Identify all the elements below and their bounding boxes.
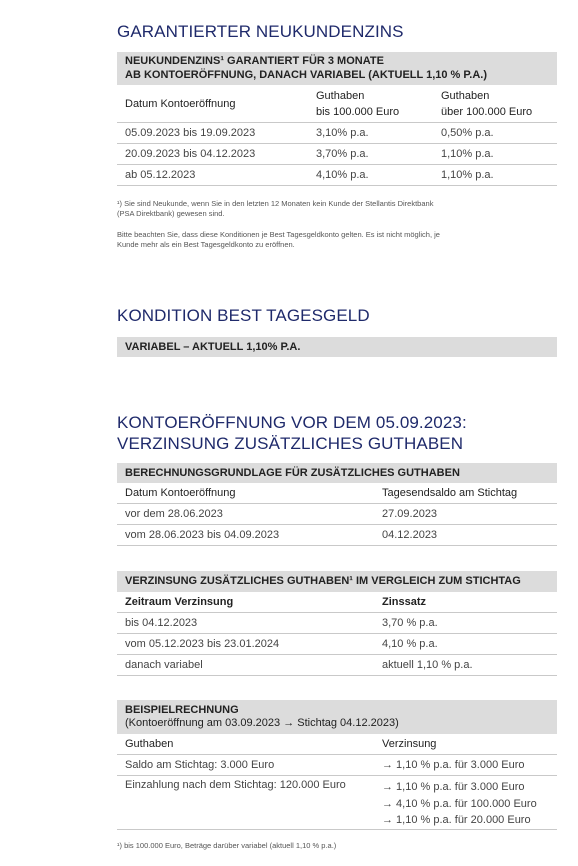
rate-cell: 3,70 % p.a. xyxy=(382,617,438,629)
footnote-verzinsung: ¹) bis 100.000 Euro, Beträge darüber variabel (aktuell 1,10 % p.a.) xyxy=(117,841,337,850)
bar-subtitle: (Kontoeröffnung am 03.09.2023 → Stichtag 04.12.2023) xyxy=(125,717,399,729)
verzinsung-cell xyxy=(374,779,557,829)
period-cell: danach variabel xyxy=(125,659,203,671)
footnote-line: (PSA Direktbank) gewesen sind. xyxy=(117,209,225,218)
date-cell: vor dem 28.06.2023 xyxy=(125,508,223,520)
header-zeitraum: Zeitraum Verzinsung xyxy=(125,596,234,608)
title-line: KONTOERÖFFNUNG VOR DEM 05.09.2023: xyxy=(117,413,467,432)
bar-title: BEISPIELRECHNUNG xyxy=(125,704,239,716)
table-row xyxy=(117,504,557,525)
header-date: Datum Kontoeröffnung xyxy=(125,487,236,499)
header-line: Guthaben xyxy=(441,89,490,102)
verzinsung-line: → 1,10 % p.a. für 20.000 Euro xyxy=(382,814,531,826)
table-row xyxy=(117,123,557,144)
rate-low-cell: 4,10% p.a. xyxy=(316,169,369,181)
rate-cell: 4,10 % p.a. xyxy=(382,638,438,650)
neukundenzins-bar xyxy=(117,52,557,85)
header-line: bis 100.000 Euro xyxy=(316,105,400,118)
berechnungsgrundlage-header-row xyxy=(117,483,557,504)
verzinsung-header-row xyxy=(117,592,557,613)
period-cell: bis 04.12.2023 xyxy=(125,617,198,629)
table-row xyxy=(117,165,557,186)
header-tagesendsaldo: Tagesendsaldo am Stichtag xyxy=(382,487,518,499)
guthaben-cell: Einzahlung nach dem Stichtag: 120.000 Euro xyxy=(125,779,346,791)
berechnungsgrundlage-bar: BERECHNUNGSGRUNDLAGE FÜR ZUSÄTZLICHES GUTHABEN xyxy=(117,463,557,483)
date-cell: vom 28.06.2023 bis 04.09.2023 xyxy=(125,529,280,541)
bar-line: AB KONTOERÖFFNUNG, DANACH VARIABEL (AKTUELL 1,10 % P.A.) xyxy=(125,68,488,81)
period-cell: vom 05.12.2023 bis 23.01.2024 xyxy=(125,638,280,650)
neukundenzins-header-row xyxy=(117,85,557,123)
title-line: VERZINSUNG ZUSÄTZLICHES GUTHABEN xyxy=(117,434,464,453)
rate-low-cell: 3,70% p.a. xyxy=(316,148,369,160)
section-title-kondition: KONDITION BEST TAGESGELD xyxy=(117,306,370,325)
header-guthaben-high xyxy=(433,88,557,120)
note-konditionen xyxy=(117,230,557,250)
header-guthaben: Guthaben xyxy=(125,738,174,750)
kondition-bar: VARIABEL – AKTUELL 1,10% P.A. xyxy=(117,337,557,357)
rate-cell: aktuell 1,10 % p.a. xyxy=(382,659,473,671)
stichtag-cell: 04.12.2023 xyxy=(382,529,438,541)
rate-high-cell: 1,10% p.a. xyxy=(441,169,494,181)
note-line: Kunde mehr als ein Best Tagesgeldkonto zu eröffnen. xyxy=(117,240,295,249)
table-row xyxy=(117,634,557,655)
rate-high-cell: 1,10% p.a. xyxy=(441,148,494,160)
date-cell: ab 05.12.2023 xyxy=(125,169,196,181)
beispielrechnung-header-row xyxy=(117,734,557,755)
header-line: über 100.000 Euro xyxy=(441,105,533,118)
header-date: Datum Kontoeröffnung xyxy=(125,97,236,110)
stichtag-cell: 27.09.2023 xyxy=(382,508,438,520)
table-row xyxy=(117,655,557,676)
bar-line: NEUKUNDENZINS¹ GARANTIERT FÜR 3 MONATE xyxy=(125,55,384,67)
footnote-line: ¹) Sie sind Neukunde, wenn Sie in den letzten 12 Monaten kein Kunde der Stellantis Direktbank xyxy=(117,199,434,208)
date-cell: 20.09.2023 bis 04.12.2023 xyxy=(125,148,256,160)
note-line: Bitte beachten Sie, dass diese Konditionen je Best Tagesgeldkonto gelten. Es ist nicht möglich, je xyxy=(117,230,440,239)
rate-low-cell: 3,10% p.a. xyxy=(316,127,369,139)
verzinsung-line: → 4,10 % p.a. für 100.000 Euro xyxy=(382,797,537,810)
table-row xyxy=(117,525,557,546)
rate-high-cell: 0,50% p.a. xyxy=(441,127,494,139)
date-cell: 05.09.2023 bis 19.09.2023 xyxy=(125,127,256,139)
header-line: Guthaben xyxy=(316,89,365,102)
verzinsung-line: → 1,10 % p.a. für 3.000 Euro xyxy=(382,781,525,793)
guthaben-cell: Saldo am Stichtag: 3.000 Euro xyxy=(125,759,275,771)
footnote-neukunde xyxy=(117,199,557,219)
table-row xyxy=(117,755,557,776)
section-title-kontoeroeffnung xyxy=(117,412,467,454)
verzinsung-bar: VERZINSUNG ZUSÄTZLICHES GUTHABEN¹ IM VERGLEICH ZUM STICHTAG xyxy=(117,571,557,592)
beispielrechnung-bar xyxy=(117,700,557,734)
header-verzinsung: Verzinsung xyxy=(382,738,437,750)
table-row xyxy=(117,144,557,165)
table-row xyxy=(117,613,557,634)
table-row xyxy=(117,776,557,830)
header-zinssatz: Zinssatz xyxy=(382,596,427,608)
verzinsung-cell: → 1,10 % p.a. für 3.000 Euro xyxy=(382,759,525,771)
section-title-neukundenzins: GARANTIERTER NEUKUNDENZINS xyxy=(117,22,404,41)
header-guthaben-low xyxy=(308,88,433,120)
